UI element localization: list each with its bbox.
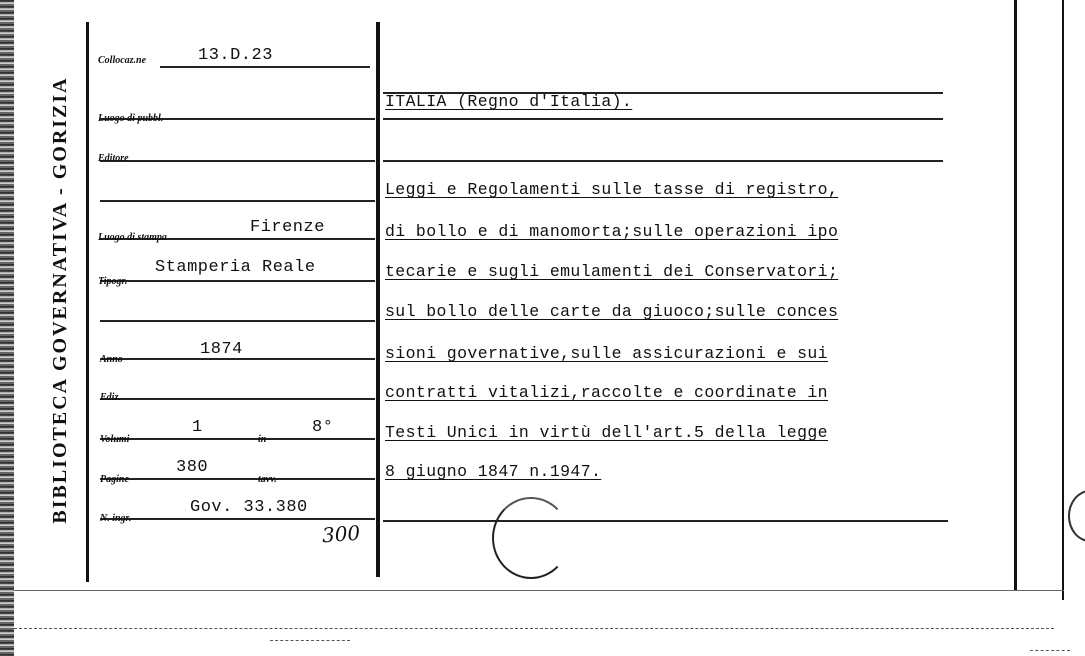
center-divider-rule xyxy=(376,22,380,577)
punch-hole-mark xyxy=(492,497,570,579)
collocazione-value: 13.D.23 xyxy=(198,46,273,65)
tavole-label: tavv. xyxy=(258,474,277,485)
card-bottom-edge xyxy=(14,590,1064,592)
entry-line: sul bollo delle carte da giuoco;sulle conces xyxy=(385,302,839,321)
scanned-card-edge xyxy=(0,0,14,656)
entry-line: sioni governative,sulle assicurazioni e sui xyxy=(385,344,828,363)
luogo-stampa-label: Luogo di stampa xyxy=(98,232,167,243)
rule-right-2 xyxy=(383,118,943,120)
volumi-value: 1 xyxy=(192,418,203,437)
bottom-right-stub xyxy=(1030,650,1070,652)
rule-ingresso xyxy=(100,518,375,520)
tipografia-label: Tipogr. xyxy=(98,276,128,287)
rule-volumi xyxy=(100,438,375,440)
rule-collocazione xyxy=(160,66,370,68)
right-border-rule xyxy=(1014,0,1017,590)
edizione-label: Ediz. xyxy=(100,392,121,403)
entry-line: contratti vitalizi,raccolte e coordinate in xyxy=(385,383,828,402)
anno-value: 1874 xyxy=(200,340,243,359)
entry-heading: ITALIA (Regno d'Italia). xyxy=(385,92,633,111)
library-stamp-title: BIBLIOTECA GOVERNATIVA - GORIZIA xyxy=(49,76,71,524)
rule-blank-2 xyxy=(100,320,375,322)
lower-scan-mark xyxy=(270,640,350,642)
rule-tipografia xyxy=(100,280,375,282)
luogo-stampa-value: Firenze xyxy=(250,218,325,237)
entry-line: Leggi e Regolamenti sulle tasse di registro, xyxy=(385,180,839,199)
rule-editore xyxy=(100,160,375,162)
formato-label: in xyxy=(258,434,267,445)
entry-line: Testi Unici in virtù dell'art.5 della legge xyxy=(385,423,828,442)
volumi-label: Volumi xyxy=(100,434,130,445)
tipografia-value: Stamperia Reale xyxy=(155,258,316,277)
anno-label: Anno xyxy=(100,354,123,365)
ingresso-label: N. ingr. xyxy=(100,513,132,524)
entry-line: tecarie e sugli emulamenti dei Conservatori; xyxy=(385,262,839,281)
rule-blank-1 xyxy=(100,200,375,202)
lower-scan-line xyxy=(14,628,1054,630)
pagine-value: 380 xyxy=(176,458,209,477)
luogo-pubbl-label: Luogo di pubbl. xyxy=(98,113,164,124)
editore-label: Editore xyxy=(98,153,129,164)
handwritten-annotation: 300 xyxy=(321,520,361,548)
ingresso-value: Gov. 33.380 xyxy=(190,498,308,517)
left-margin-rule xyxy=(86,22,89,582)
rule-pagine xyxy=(100,478,375,480)
collocazione-label: Collocaz.ne xyxy=(98,55,147,66)
rule-right-bottom xyxy=(383,520,948,522)
rule-edizione xyxy=(100,398,375,400)
pagine-label: Pagine xyxy=(100,474,129,485)
entry-line: 8 giugno 1847 n.1947. xyxy=(385,462,602,481)
adjacent-card-hook xyxy=(1068,490,1085,542)
far-right-rule xyxy=(1062,0,1064,600)
formato-value: 8° xyxy=(312,418,334,437)
entry-line: di bollo e di manomorta;sulle operazioni ipo xyxy=(385,222,839,241)
rule-right-3 xyxy=(383,160,943,162)
